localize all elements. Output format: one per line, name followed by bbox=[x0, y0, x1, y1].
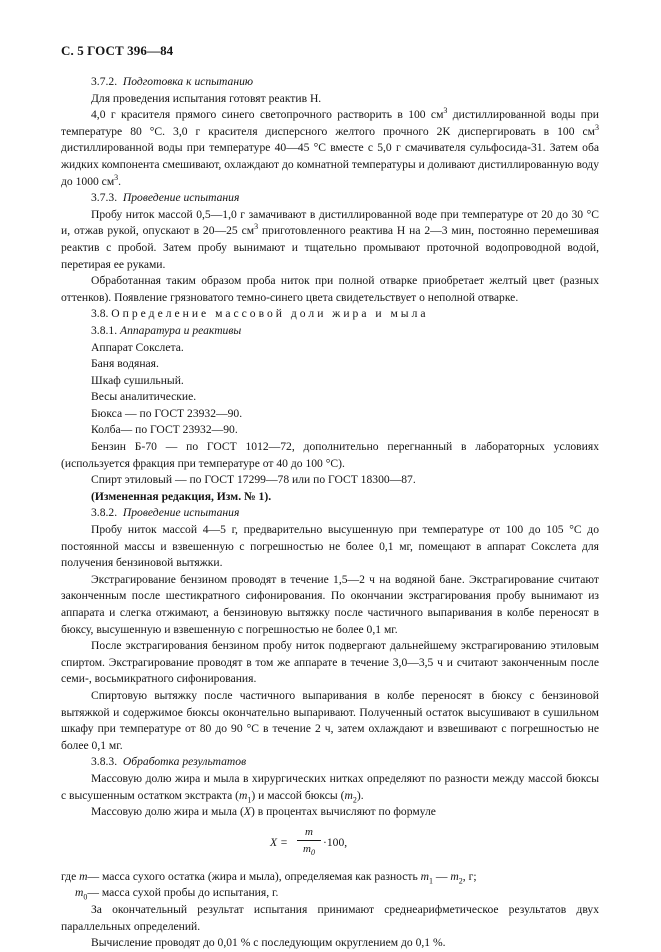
subscript: 1 bbox=[429, 876, 434, 886]
paragraph bbox=[61, 804, 599, 821]
formula-rhs: ·100, bbox=[323, 835, 348, 849]
section-3-8-3-heading bbox=[61, 754, 599, 771]
paragraph: За окончательный результат испытания принимают среднеарифметическое результатов двух параллельных определений. bbox=[61, 902, 599, 933]
superscript: 3 bbox=[254, 222, 259, 232]
text: 4,0 г красителя прямого синего светопрочного растворить в 100 см bbox=[91, 108, 444, 122]
section-title: Определение массовой доли жира и мыла bbox=[111, 307, 429, 321]
section-title: Подготовка к испытанию bbox=[122, 75, 254, 88]
formula-numerator: m bbox=[305, 825, 313, 838]
paragraph bbox=[61, 771, 599, 804]
text: Пробу ниток массой 0,5—1,0 г замачивают в дистиллированной воде при температуре от 20 до 30 °С и, отжав рукой, опускают в 20—25 см bbox=[61, 207, 599, 238]
list-item: Бюкса — по ГОСТ 23932—90. bbox=[91, 406, 243, 420]
paragraph: Спиртовую вытяжку после частичного выпаривания в колбе переносят в бюксу с бензиновой вытяжкой и содержимое бюксы окончательно выпаривают. Полученный остаток высушивают в сушильном шкафу при температуре от 80 до 90 °С в течение 2 ч, затем охлаждают и взвешивают с погрешностью не более 0,1 мг. bbox=[61, 688, 599, 752]
formula-fraction bbox=[297, 825, 321, 856]
superscript: 3 bbox=[595, 122, 599, 132]
var-m: m bbox=[239, 788, 248, 802]
text: дистиллированной воды при температуре 40—45 °С вместе с 5,0 г смачивателя сульфосида-31. Затем оба жидких компонента смешивают, охлаждают до комнатной температуры и доливают дистиллированную воду до 1000 см bbox=[61, 141, 599, 188]
section-3-8-1-heading bbox=[61, 323, 599, 340]
text: ) и массой бюксы ( bbox=[251, 788, 345, 802]
paragraph: Пробу ниток массой 4—5 г, предварительно высушенную при температуре от 100 до 105 °С до постоянной массы и взвешенную с погрешностью не более 0,1 мг, помещают в аппарат Сокслета для получения бензиновой вытяжки. bbox=[61, 523, 599, 570]
list-item: Аппарат Сокслета. bbox=[91, 340, 184, 354]
superscript: 3 bbox=[114, 172, 119, 182]
section-3-8-heading bbox=[61, 306, 599, 323]
subscript: 1 bbox=[247, 794, 252, 804]
text: . bbox=[118, 174, 122, 188]
paragraph bbox=[61, 107, 599, 190]
subscript: 2 bbox=[458, 876, 463, 886]
page-header: С. 5 ГОСТ 396—84 bbox=[61, 43, 174, 58]
section-title: Аппаратура и реактивы bbox=[120, 323, 242, 337]
section-title: Обработка результатов bbox=[122, 755, 247, 769]
text: Массовую долю жира и мыла в хирургических нитках определяют по разности между массой бюксы с высушенным остатком экстракта ( bbox=[61, 771, 599, 802]
paragraph: После экстрагирования бензином пробу ниток подвергают дальнейшему экстрагированию этиловым спиртом. Экстрагирование проводят в том же аппарате в течение 3,0—3,5 ч и считают законченным после семи-, восьмикратного сифонирования. bbox=[61, 639, 599, 686]
list-item: Баня водяная. bbox=[91, 357, 159, 371]
where-line-2 bbox=[61, 885, 599, 902]
paragraph: Вычисление проводят до 0,01 % с последующим округлением до 0,1 %. bbox=[91, 936, 446, 950]
section-number: 3.8. bbox=[91, 307, 109, 321]
text: приготовленного реактива Н на 2—3 мин, постоянно перемешивая реактив с пробой. Затем пробу вынимают и тщательно промывают проточной водопроводной водой, перетирая ее руками. bbox=[61, 224, 599, 271]
var-m: m bbox=[450, 869, 459, 883]
text: где bbox=[61, 869, 80, 883]
text: дистиллированной воды при температуре 80 °С. 3,0 г красителя дисперсного желтого прочного 2К диспергировать в 100 см bbox=[61, 108, 599, 138]
var-m: m bbox=[420, 869, 430, 883]
text: ) в процентах вычисляют по формуле bbox=[250, 805, 436, 819]
list-item: Спирт этиловый — по ГОСТ 17299—78 или по ГОСТ 18300—87. bbox=[91, 473, 416, 487]
document-body bbox=[61, 74, 599, 952]
text: ). bbox=[356, 788, 364, 802]
section-title: Проведение испытания bbox=[122, 506, 240, 520]
list-item: Шкаф сушильный. bbox=[91, 373, 184, 387]
section-number: 3.8.2. bbox=[91, 506, 118, 520]
section-number: 3.7.3. bbox=[91, 191, 118, 205]
superscript: 3 bbox=[443, 106, 448, 116]
var-m: m bbox=[344, 788, 353, 802]
section-number: 3.7.2. bbox=[91, 75, 118, 88]
var-x: X bbox=[243, 805, 251, 819]
paragraph: Обработанная таким образом проба ниток при полной отварке приобретает желтый цвет (разных оттенков). Появление грязноватого темно-синего цвета свидетельствует о неполной отварке. bbox=[61, 274, 599, 304]
section-3-7-2-heading bbox=[61, 74, 599, 91]
list-item: Весы аналитические. bbox=[91, 390, 197, 404]
formula-denominator bbox=[297, 842, 321, 856]
list-item: Колба— по ГОСТ 23932—90. bbox=[91, 423, 238, 437]
section-3-7-3-heading bbox=[61, 190, 599, 207]
text: — масса сухого остатка (жира и мыла), определяемая как разность bbox=[87, 869, 421, 883]
var-m: m bbox=[79, 869, 88, 883]
var-m: m bbox=[303, 842, 311, 855]
formula bbox=[61, 825, 599, 867]
text: — масса сухой пробы до испытания, г. bbox=[87, 886, 279, 900]
list-item: Бензин Б-70 — по ГОСТ 1012—72, дополнительно перегнанный в лабораторных условиях (используется фракция при температуре от 40 до 100 °С). bbox=[61, 440, 599, 470]
paragraph: Экстрагирование бензином проводят в течение 1,5—2 ч на водяной бане. Экстрагирование считают законченным после шестикратного сифонирования. По окончании экстрагирования пробу вынимают из аппарата и слегка отжимают, а бензиновую вытяжку после частичного выпаривания в колбе переносят в бюксу, высушенную и взвешенную с погрешностью не более 0,1 мг. bbox=[61, 572, 599, 636]
var-m: m bbox=[75, 886, 84, 900]
fraction-bar bbox=[297, 840, 321, 841]
section-3-8-2-heading bbox=[61, 505, 599, 522]
paragraph bbox=[61, 207, 599, 273]
section-number: 3.8.1. bbox=[91, 323, 118, 337]
formula-lhs: X = bbox=[270, 835, 288, 849]
subscript: 2 bbox=[352, 794, 357, 804]
subscript: 0 bbox=[310, 847, 315, 857]
text: , г; bbox=[462, 869, 477, 883]
section-number: 3.8.3. bbox=[91, 755, 118, 769]
subscript: 0 bbox=[83, 892, 88, 902]
text: Массовую долю жира и мыла ( bbox=[91, 805, 244, 819]
where-line-1 bbox=[61, 869, 599, 886]
paragraph: Для проведения испытания готовят реактив Н. bbox=[91, 91, 322, 105]
section-title: Проведение испытания bbox=[122, 191, 240, 205]
amendment-note: (Измененная редакция, Изм. № 1). bbox=[91, 489, 272, 503]
text: — bbox=[433, 869, 451, 883]
